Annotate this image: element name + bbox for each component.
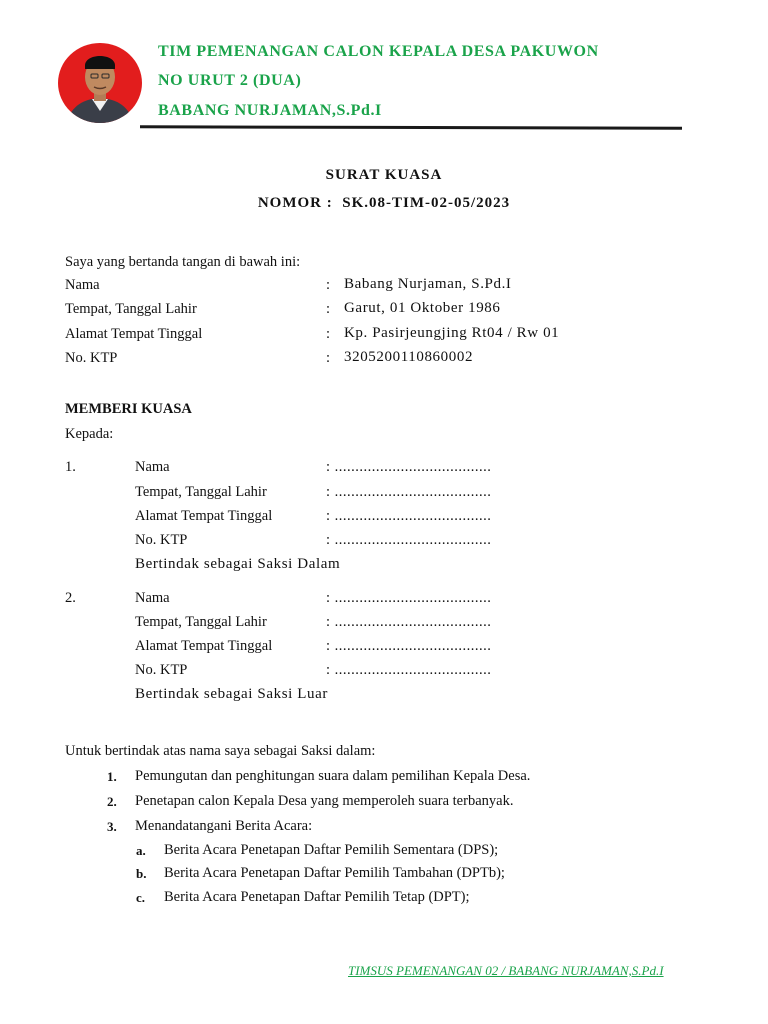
proxy-label-address: Alamat Tempat Tinggal (135, 508, 273, 524)
signer-value-ktp: 3205200110860002 (344, 349, 474, 365)
grant-heading: MEMBERI KUASA (65, 401, 192, 417)
page-footer: TIMSUS PEMENANGAN 02 / BABANG NURJAMAN,S.Pd.I (348, 963, 664, 978)
duty-text: Menandatangani Berita Acara: (135, 818, 313, 834)
signer-label-birth: Tempat, Tanggal Lahir (65, 301, 197, 317)
proxy-role: Bertindak sebagai Saksi Dalam (135, 556, 341, 572)
proxy-label-name: Nama (135, 459, 170, 475)
proxy-number: 2. (65, 590, 76, 606)
duty-number: 1. (107, 769, 117, 784)
duty-text: Pemungutan dan penghitungan suara dalam pemilihan Kepala Desa. (135, 768, 531, 784)
duty-subitem-letter: b. (136, 866, 147, 881)
intro-text: Saya yang bertanda tangan di bawah ini: (65, 254, 301, 270)
header-line-3: BABANG NURJAMAN,S.Pd.I (158, 102, 382, 119)
proxy-blank-birth: : ...................................... (326, 484, 492, 500)
header-divider (140, 125, 682, 129)
signer-colon: : (326, 350, 331, 366)
duties-intro: Untuk bertindak atas nama saya sebagai Saksi dalam: (65, 743, 376, 759)
signer-value-address: Kp. Pasirjeungjing Rt04 / Rw 01 (344, 325, 560, 341)
proxy-label-ktp: No. KTP (135, 532, 188, 548)
grant-to: Kepada: (65, 426, 114, 442)
proxy-blank-birth: : ...................................... (326, 614, 492, 630)
proxy-blank-ktp: : ...................................... (326, 662, 492, 678)
duty-number: 2. (107, 794, 117, 809)
header-line-2: NO URUT 2 (DUA) (158, 72, 302, 89)
duty-number: 3. (107, 819, 117, 834)
proxy-blank-address: : ...................................... (326, 508, 492, 524)
proxy-label-ktp: No. KTP (135, 662, 188, 678)
signer-label-name: Nama (65, 277, 100, 293)
proxy-blank-address: : ...................................... (326, 638, 492, 654)
document-number: NOMOR : SK.08-TIM-02-05/2023 (257, 195, 511, 211)
proxy-number: 1. (65, 459, 76, 475)
duty-subitem-letter: c. (136, 890, 146, 905)
signer-colon: : (326, 277, 331, 293)
duty-subitem-text: Berita Acara Penetapan Daftar Pemilih Sementara (DPS); (164, 842, 499, 858)
duty-subitem-letter: a. (136, 843, 146, 858)
proxy-label-address: Alamat Tempat Tinggal (135, 638, 273, 654)
signer-colon: : (326, 301, 331, 317)
candidate-photo (58, 43, 142, 123)
header-line-1: TIM PEMENANGAN CALON KEPALA DESA PAKUWON (158, 43, 599, 60)
document-title: SURAT KUASA (325, 167, 443, 183)
proxy-label-name: Nama (135, 590, 170, 606)
proxy-blank-name: : ...................................... (326, 459, 492, 475)
duty-subitem-text: Berita Acara Penetapan Daftar Pemilih Tetap (DPT); (164, 889, 470, 905)
proxy-blank-ktp: : ...................................... (326, 532, 492, 548)
duty-text: Penetapan calon Kepala Desa yang memperoleh suara terbanyak. (135, 793, 514, 809)
proxy-blank-name: : ...................................... (326, 590, 492, 606)
signer-colon: : (326, 326, 331, 342)
candidate-portrait (58, 43, 142, 123)
signer-label-ktp: No. KTP (65, 350, 118, 366)
proxy-role: Bertindak sebagai Saksi Luar (135, 686, 328, 702)
signer-label-address: Alamat Tempat Tinggal (65, 326, 203, 342)
duty-subitem-text: Berita Acara Penetapan Daftar Pemilih Tambahan (DPTb); (164, 865, 505, 881)
proxy-label-birth: Tempat, Tanggal Lahir (135, 484, 267, 500)
proxy-label-birth: Tempat, Tanggal Lahir (135, 614, 267, 630)
signer-value-name: Babang Nurjaman, S.Pd.I (344, 276, 512, 292)
signer-value-birth: Garut, 01 Oktober 1986 (344, 300, 501, 316)
